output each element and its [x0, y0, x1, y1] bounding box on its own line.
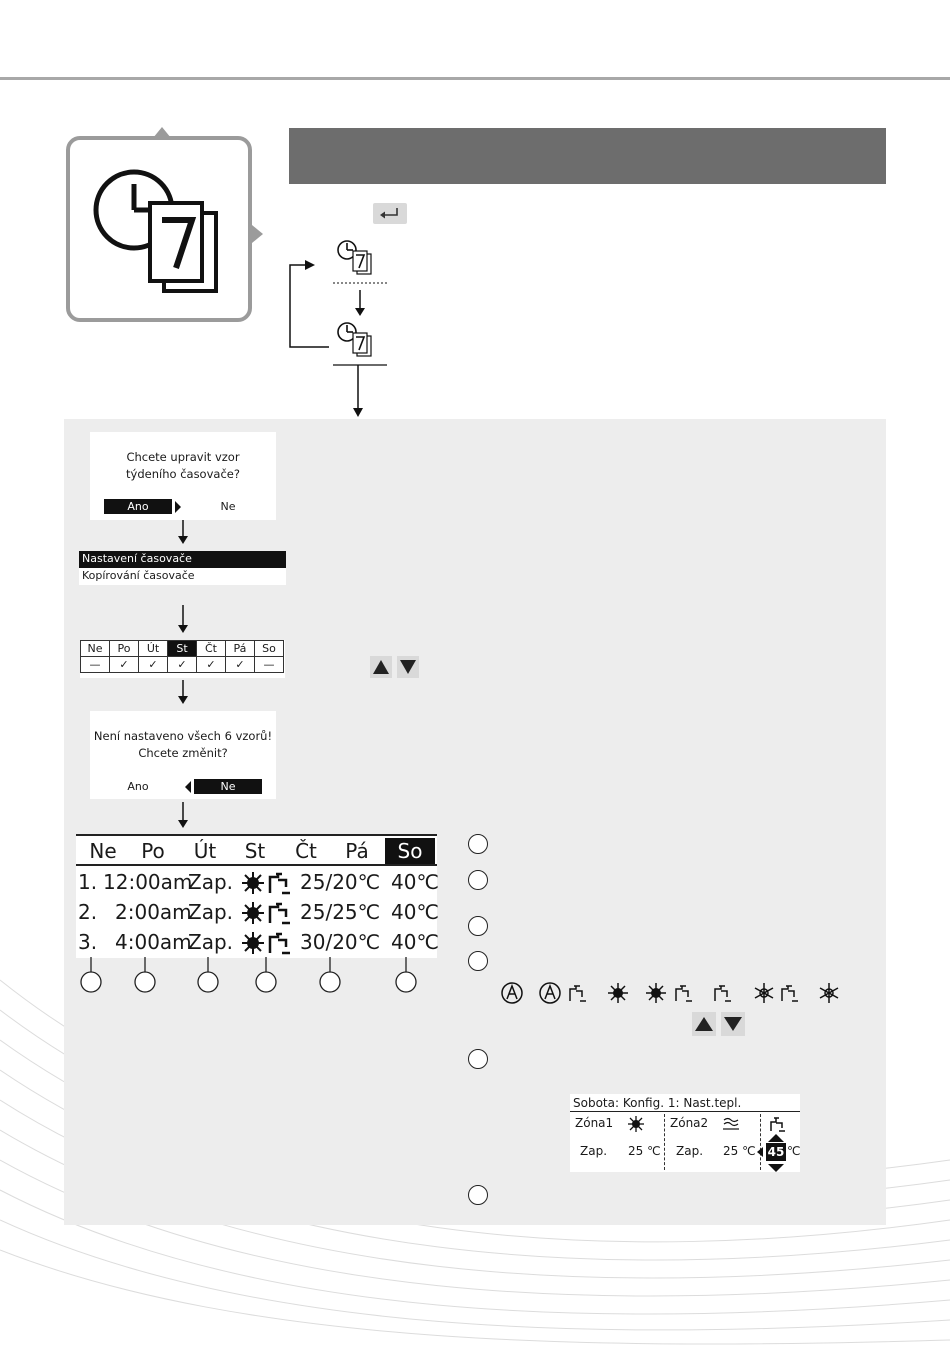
row-number: 3.	[78, 930, 98, 954]
step-marker	[468, 834, 488, 854]
row-tank-temp: 40℃	[391, 870, 439, 894]
step-marker	[468, 870, 488, 890]
day-check: ✓	[226, 657, 255, 673]
cursor-right-icon	[174, 500, 182, 514]
enter-icon	[373, 203, 407, 224]
heat-and-tank-icon	[242, 871, 294, 895]
row-tank-temp: 40℃	[391, 900, 439, 924]
step-marker	[468, 1185, 488, 1205]
row-time: 2:00am	[115, 900, 192, 924]
day-check: ✓	[197, 657, 226, 673]
step-marker	[468, 951, 488, 971]
day-check: —	[81, 657, 110, 673]
day-label-selected: So	[385, 838, 435, 864]
day-check: ✓	[168, 657, 197, 673]
menu-timer-copy[interactable]: Kopírování časovače	[82, 569, 195, 582]
step-arrow-icon	[176, 520, 190, 546]
tank-icon	[768, 1116, 786, 1132]
day-cell[interactable]: Čt	[197, 641, 226, 657]
tank-temp-value[interactable]: 45	[767, 1145, 785, 1159]
row-zone-temps: 25/25℃	[300, 900, 381, 924]
step-arrow-icon	[176, 802, 190, 830]
schedule-callouts	[76, 957, 437, 997]
zone2-label: Zóna2	[670, 1116, 709, 1130]
tank-divider	[760, 1114, 761, 1170]
row-tank-temp: 40℃	[391, 930, 439, 954]
zone1-label: Zóna1	[575, 1116, 614, 1130]
nav-up-arrow-icon	[150, 125, 174, 139]
row-time: 4:00am	[115, 930, 192, 954]
nav-right-arrow-icon	[250, 222, 264, 246]
step-marker	[468, 916, 488, 936]
saturday-temp-screen	[570, 1094, 800, 1172]
day-select-table	[80, 640, 285, 678]
day-label: Ne	[89, 839, 117, 863]
heat-and-tank-icon	[242, 901, 294, 925]
row-state: Zap.	[188, 930, 234, 954]
day-label: Po	[141, 839, 165, 863]
row-zone-temps: 30/20℃	[300, 930, 381, 954]
day-cell[interactable]: Ne	[81, 641, 110, 657]
row-number: 2.	[78, 900, 98, 924]
menu-timer-setting[interactable]: Nastavení časovače	[79, 551, 286, 568]
mode-flow-diagram	[285, 232, 395, 422]
day-cell-selected[interactable]: St	[168, 641, 197, 657]
day-label: St	[244, 839, 266, 863]
day-cell[interactable]: So	[255, 641, 284, 657]
no-button[interactable]: Ne	[194, 779, 262, 794]
zone-divider	[664, 1114, 665, 1170]
zone1-state: Zap.	[580, 1144, 608, 1158]
section-header-bar	[289, 128, 886, 184]
tank-temp-unit: ℃	[787, 1144, 801, 1158]
no-button[interactable]: Ne	[220, 500, 236, 513]
operation-mode-icons	[500, 980, 845, 1006]
day-cell[interactable]: Út	[139, 641, 168, 657]
row-time: 12:00am	[103, 870, 193, 894]
screen-title: Sobota: Konfig. 1: Nast.tepl.	[570, 1094, 800, 1112]
dialog-line-1: Chcete upravit vzor	[126, 450, 240, 464]
heat-and-tank-icon	[242, 931, 294, 955]
zone2-temp: 25 ℃	[723, 1144, 756, 1158]
row-zone-temps: 25/20℃	[300, 870, 381, 894]
step-marker	[468, 1049, 488, 1069]
yes-button[interactable]: Ano	[104, 499, 172, 514]
zone2-state: Zap.	[676, 1144, 704, 1158]
schedule-day-header	[76, 834, 437, 866]
top-divider	[0, 77, 950, 80]
day-label: Čt	[295, 839, 317, 863]
cursor-left-icon	[756, 1145, 764, 1159]
enter-key[interactable]	[373, 203, 407, 224]
day-label: Pá	[345, 839, 369, 863]
row-state: Zap.	[188, 870, 234, 894]
day-check: ✓	[110, 657, 139, 673]
step-arrow-icon	[176, 605, 190, 635]
weekly-timer-icon	[92, 168, 222, 298]
day-cell[interactable]: Po	[110, 641, 139, 657]
dialog-line-2: Chcete změnit?	[138, 746, 228, 760]
row-state: Zap.	[188, 900, 234, 924]
row-number: 1.	[78, 870, 98, 894]
day-check: —	[255, 657, 284, 673]
day-label: Út	[193, 839, 217, 863]
day-check: ✓	[139, 657, 168, 673]
floor-heating-icon	[722, 1117, 740, 1131]
edit-pattern-dialog	[90, 432, 276, 520]
up-down-keys-icon[interactable]	[692, 1012, 746, 1036]
step-arrow-icon	[176, 680, 190, 706]
yes-button[interactable]: Ano	[127, 780, 149, 793]
schedule-rows	[76, 866, 437, 958]
dialog-line-2: týdeního časovače?	[126, 467, 240, 481]
cursor-left-icon	[184, 780, 192, 794]
up-down-keys-icon[interactable]	[370, 656, 420, 680]
zone1-temp: 25 ℃	[628, 1144, 661, 1158]
timer-menu	[79, 551, 286, 585]
heat-icon	[628, 1116, 644, 1132]
day-cell[interactable]: Pá	[226, 641, 255, 657]
not-all-patterns-dialog	[90, 711, 276, 799]
dialog-line-1: Není nastaveno všech 6 vzorů!	[93, 729, 273, 743]
